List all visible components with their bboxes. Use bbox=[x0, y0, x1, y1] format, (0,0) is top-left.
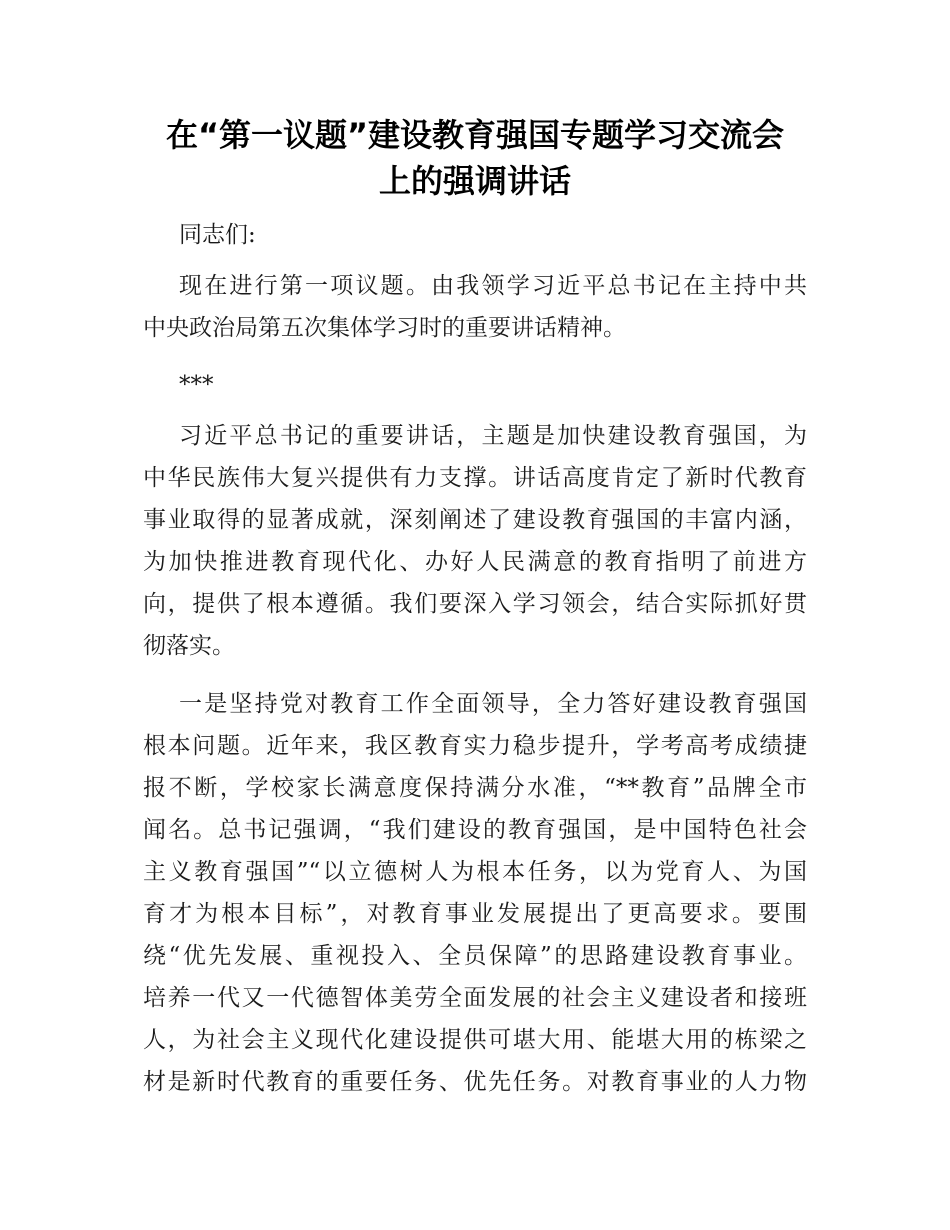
paragraph-2-line: 彻落实。 bbox=[143, 633, 235, 659]
paragraph-1-line: 现在进行第一项议题。由我领学习近平总书记在主持中共 bbox=[179, 273, 807, 299]
paragraph-3-line: 培养一代又一代德智体美劳全面发展的社会主义建设者和接班 bbox=[143, 985, 807, 1011]
paragraph-1 bbox=[143, 265, 807, 349]
paragraph-2-line: 向，提供了根本遵循。我们要深入学习领会，结合实际抓好贯 bbox=[143, 591, 807, 617]
paragraph-2 bbox=[143, 415, 807, 667]
paragraph-3-line: 根本问题。近年来，我区教育实力稳步提升，学考高考成绩捷 bbox=[143, 733, 807, 759]
separator-text: *** bbox=[179, 372, 214, 398]
section-separator bbox=[143, 364, 807, 406]
salutation-text: 同志们: bbox=[179, 222, 256, 248]
paragraph-3-line: 主义教育强国”“以立德树人为根本任务，以为党育人、为国 bbox=[143, 859, 807, 885]
paragraph-3-line: 报不断，学校家长满意度保持满分水准，“**教育”品牌全市 bbox=[143, 775, 807, 801]
paragraph-3-line: 人，为社会主义现代化建设提供可堪大用、能堪大用的栋梁之 bbox=[143, 1027, 807, 1053]
document-title-line-1: 在“第一议题”建设教育强国专题学习交流会 bbox=[165, 116, 785, 154]
paragraph-2-line: 中华民族伟大复兴提供有力支撑。讲话高度肯定了新时代教育 bbox=[143, 465, 807, 491]
paragraph-3-line: 育才为根本目标”，对教育事业发展提出了更高要求。要围 bbox=[143, 901, 807, 927]
paragraph-3-line: 材是新时代教育的重要任务、优先任务。对教育事业的人力物 bbox=[143, 1069, 807, 1095]
paragraph-2-line: 为加快推进教育现代化、办好人民满意的教育指明了前进方 bbox=[143, 549, 807, 575]
paragraph-3-line: 闻名。总书记强调，“我们建设的教育强国，是中国特色社会 bbox=[143, 817, 807, 843]
paragraph-1-line: 中央政治局第五次集体学习时的重要讲话精神。 bbox=[143, 315, 626, 341]
paragraph-3-line: 绕“优先发展、重视投入、全员保障”的思路建设教育事业。 bbox=[143, 943, 807, 969]
paragraph-3-line: 一是坚持党对教育工作全面领导，全力答好建设教育强国 bbox=[179, 691, 807, 717]
paragraph-3 bbox=[143, 683, 807, 1103]
paragraph-2-line: 事业取得的显著成就，深刻阐述了建设教育强国的丰富内涵， bbox=[143, 507, 807, 533]
document-title-line-2: 上的强调讲话 bbox=[378, 162, 571, 200]
salutation bbox=[143, 214, 807, 256]
paragraph-2-line: 习近平总书记的重要讲话，主题是加快建设教育强国，为 bbox=[179, 423, 807, 449]
